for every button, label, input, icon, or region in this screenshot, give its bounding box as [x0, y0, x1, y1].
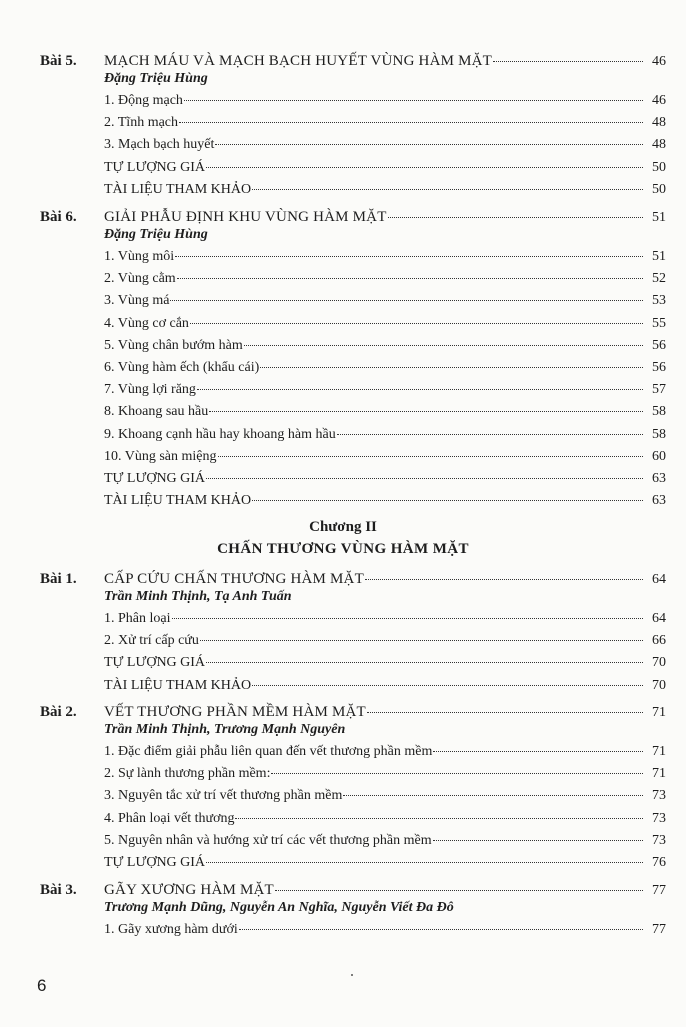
toc-entry: [104, 290, 666, 312]
page-ref: 66: [652, 633, 666, 649]
dot-leader: [252, 685, 643, 686]
lesson-author: Trương Mạnh Dũng, Nguyễn An Nghĩa, Nguyễn Viết Đa Đô: [104, 900, 454, 915]
page-ref: 56: [652, 337, 666, 353]
dot-leader: [235, 818, 643, 819]
dot-leader: [184, 100, 643, 101]
toc-entry: [104, 741, 666, 763]
lesson-number: Bài 1.: [40, 571, 77, 587]
toc-entry: [104, 179, 666, 201]
page-ref: 70: [652, 677, 666, 693]
entry-text: 1. Phân loại: [104, 611, 171, 626]
page-ref: 73: [652, 832, 666, 848]
page-ref: 77: [652, 883, 666, 898]
entry-text: 2. Sự lành thương phần mềm:: [104, 766, 271, 782]
entry-text: TÀI LIỆU THAM KHẢO: [104, 181, 252, 197]
page-ref: 58: [652, 404, 666, 420]
page-ref: 77: [652, 922, 666, 937]
entry-text: TỰ LƯỢNG GIÁ: [104, 159, 206, 175]
dot-leader: [493, 61, 643, 62]
toc-entry: [104, 446, 666, 468]
dot-leader: [209, 411, 643, 412]
page-ref: 63: [652, 471, 666, 486]
lesson-title: VẾT THƯƠNG PHẦN MỀM HÀM MẶT: [104, 704, 366, 720]
entry-text: 6. Vùng hàm ếch (khẩu cái): [104, 360, 260, 375]
toc-entry: [104, 246, 666, 268]
toc-entry: [104, 468, 666, 490]
toc-entry: [104, 357, 666, 379]
entry-text: TỰ LƯỢNG GIÁ: [104, 655, 206, 671]
lesson-number: Bài 5.: [40, 53, 77, 69]
dot-leader: [170, 300, 643, 301]
dot-leader: [271, 773, 643, 774]
toc-entry: [104, 652, 666, 674]
page-ref: 71: [652, 705, 666, 720]
page-ref: 73: [652, 788, 666, 804]
toc-entry: [104, 608, 666, 630]
chapter-title: CHẤN THƯƠNG VÙNG HÀM MẶT: [217, 541, 469, 557]
page-ref: 46: [652, 54, 666, 69]
entry-text: TỰ LƯỢNG GIÁ: [104, 855, 206, 870]
lesson-author: Đặng Triệu Hùng: [104, 227, 208, 242]
toc-entry: [104, 112, 666, 134]
page-ref: 57: [652, 382, 666, 398]
toc-entry: [104, 919, 666, 941]
lesson-block: [0, 50, 686, 197]
lesson-author: Trần Minh Thịnh, Tạ Anh Tuấn: [104, 589, 292, 604]
page-ref: 52: [652, 271, 666, 287]
page-ref: 50: [652, 181, 666, 197]
dot-leader: [197, 389, 643, 390]
page-ref: 70: [652, 655, 666, 671]
toc-entry: [104, 675, 666, 697]
lesson-title: GÃY XƯƠNG HÀM MẶT: [104, 882, 274, 898]
dot-leader: [206, 862, 643, 863]
dot-leader: [244, 345, 643, 346]
dot-leader: [206, 478, 643, 479]
page-ref: 51: [652, 249, 666, 264]
entry-text: 3. Mạch bạch huyết: [104, 137, 215, 153]
lesson-number: Bài 2.: [40, 704, 77, 720]
entry-text: 3. Vùng má: [104, 293, 170, 309]
toc-entry: [104, 490, 666, 512]
dot-leader: [275, 890, 643, 891]
toc-entry: [104, 90, 666, 112]
page-ref: 63: [652, 493, 666, 509]
entry-text: 5. Nguyên nhân và hướng xử trí các vết thương phần mềm: [104, 832, 432, 848]
toc-entry: [104, 313, 666, 335]
toc-entry: [104, 268, 666, 290]
dot-leader: [172, 618, 644, 619]
dot-leader: [206, 662, 643, 663]
page-ref: 71: [652, 744, 666, 759]
page-ref: 50: [652, 159, 666, 175]
lesson-author: Đặng Triệu Hùng: [104, 71, 208, 86]
toc-entry: [104, 785, 666, 807]
entry-text: 4. Phân loại vết thương: [104, 810, 235, 826]
lesson-block: [0, 206, 686, 509]
toc-entry: [104, 852, 666, 874]
toc-entry: [104, 630, 666, 652]
toc-entry: [104, 763, 666, 785]
entry-text: 2. Vùng cằm: [104, 271, 176, 287]
page-ref: 73: [652, 810, 666, 826]
entry-text: TÀI LIỆU THAM KHẢO: [104, 677, 252, 693]
entry-text: 8. Khoang sau hầu: [104, 404, 209, 420]
page-ref: 58: [652, 426, 666, 442]
page-number: 6: [37, 976, 47, 995]
toc-entry: [104, 401, 666, 423]
entry-text: TỰ LƯỢNG GIÁ: [104, 471, 206, 486]
entry-text: 2. Xử trí cấp cứu: [104, 633, 199, 649]
entry-text: 1. Gãy xương hàm dưới: [104, 922, 238, 937]
dot-leader: [190, 323, 643, 324]
lesson-block: [0, 568, 686, 693]
lesson-block: [0, 701, 686, 870]
lesson-author: Trần Minh Thịnh, Trương Mạnh Nguyên: [104, 722, 346, 737]
dot-leader: [365, 579, 643, 580]
entry-text: 4. Vùng cơ cắn: [104, 315, 189, 331]
dot-leader: [175, 256, 643, 257]
entry-text: TÀI LIỆU THAM KHẢO: [104, 493, 252, 509]
entry-text: 10. Vùng sàn miệng: [104, 448, 217, 464]
toc-entry: [104, 424, 666, 446]
lesson-number: Bài 3.: [40, 882, 77, 898]
page-ref: 55: [652, 315, 666, 331]
dot-leader: [218, 456, 643, 457]
dot-leader: [200, 640, 643, 641]
lesson-title: CẤP CỨU CHẤN THƯƠNG HÀM MẶT: [104, 571, 364, 587]
dot-leader: [260, 367, 643, 368]
lesson-number: Bài 6.: [40, 209, 77, 225]
toc-entry: [104, 808, 666, 830]
page-ref: 64: [652, 572, 666, 587]
page-ref: 60: [652, 448, 666, 464]
toc-entry: [104, 830, 666, 852]
dot-leader: [367, 712, 643, 713]
toc-entry: [104, 157, 666, 179]
page-ref: 64: [652, 611, 666, 626]
page-ref: 48: [652, 137, 666, 153]
dot-leader: [343, 795, 643, 796]
page-ref: 71: [652, 766, 666, 782]
stray-mark: [351, 974, 353, 976]
dot-leader: [239, 929, 643, 930]
dot-leader: [252, 189, 643, 190]
page-ref: 51: [652, 210, 666, 225]
toc-entry: [104, 335, 666, 357]
toc-entry: [104, 379, 666, 401]
entry-text: 1. Vùng môi: [104, 249, 175, 264]
entry-text: 7. Vùng lợi răng: [104, 382, 196, 398]
dot-leader: [206, 167, 643, 168]
page-ref: 76: [652, 855, 666, 870]
entry-text: 1. Động mạch: [104, 93, 183, 108]
lesson-block: [0, 879, 686, 937]
entry-text: 2. Tĩnh mạch: [104, 115, 179, 131]
lesson-title: MẠCH MÁU VÀ MẠCH BẠCH HUYẾT VÙNG HÀM MẶT: [104, 53, 493, 69]
dot-leader: [388, 217, 643, 218]
lesson-title: GIẢI PHẪU ĐỊNH KHU VÙNG HÀM MẶT: [104, 209, 387, 225]
chapter-label: Chương II: [309, 519, 377, 535]
page-ref: 46: [652, 93, 666, 108]
entry-text: 3. Nguyên tắc xử trí vết thương phần mềm: [104, 788, 343, 804]
dot-leader: [337, 434, 643, 435]
page-ref: 56: [652, 360, 666, 375]
dot-leader: [179, 122, 643, 123]
dot-leader: [215, 144, 643, 145]
entry-text: 5. Vùng chân bướm hàm: [104, 337, 243, 353]
page-ref: 48: [652, 115, 666, 131]
page-ref: 53: [652, 293, 666, 309]
entry-text: 9. Khoang cạnh hầu hay khoang hàm hầu: [104, 426, 336, 442]
entry-text: 1. Đặc điểm giải phẫu liên quan đến vết thương phần mềm: [104, 744, 433, 759]
dot-leader: [433, 751, 643, 752]
dot-leader: [433, 840, 643, 841]
toc-entry: [104, 134, 666, 156]
dot-leader: [252, 500, 643, 501]
dot-leader: [177, 278, 643, 279]
